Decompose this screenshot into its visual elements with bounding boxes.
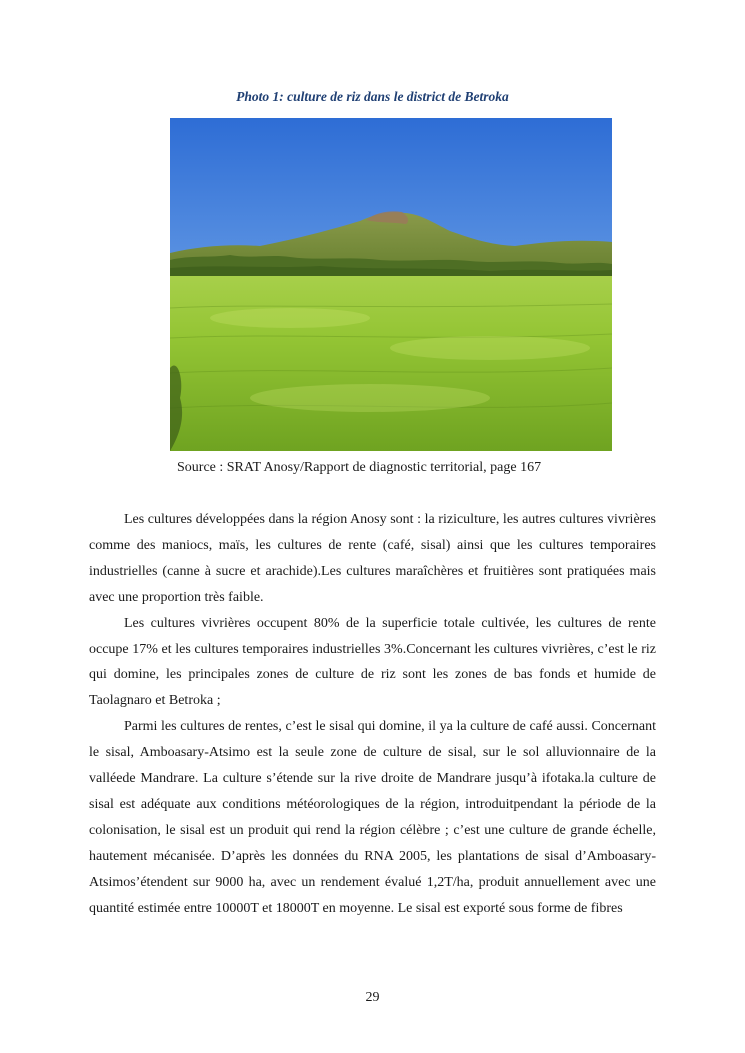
rice-field-photo [170,118,612,451]
paragraph: Parmi les cultures de rentes, c’est le sisal qui domine, il ya la culture de café aussi. Concernant le sisal, Amboasary-Atsimo est la seule zone de culture de sisal, sur le sol alluvionnaire de la valléede Mandrare. La culture s’étende sur la rive droite de Mandrare jusqu’à ifotaka.la culture de sisal est adéquate aux conditions météorologiques de la région, introduitpendant la période de la colonisation, le sisal est un produit qui rend la région célèbre ; c’est une culture de grande échelle, hautement mécanisée. D’après les données du RNA 2005, les plantations de sisal d’Amboasary-Atsimos’étendent sur 9000 ha, avec un rendement évalué 1,2T/ha, produit annuellement avec une quantité estimée entre 10000T et 18000T en moyenne. Le sisal est exporté sous forme de fibres [89,719,656,916]
rice-field [170,276,612,451]
photo-source: Source : SRAT Anosy/Rapport de diagnostic territorial, page 167 [177,460,542,475]
paragraph: Les cultures vivrières occupent 80% de la superficie totale cultivée, les cultures de rente occupe 17% et les cultures temporaires industrielles 3%.Concernant les cultures vivrières, c’est le riz qui domine, les principales zones de culture de riz sont les zones de bas fonds et humide de Taolagnaro et Betroka ; [89,615,656,709]
body-text [89,507,656,922]
page-number: 29 [365,990,380,1005]
paragraph: Les cultures développées dans la région Anosy sont : la riziculture, les autres cultures vivrières comme des maniocs, maïs, les cultures de rente (café, sisal) ainsi que les cultures temporaires industrielles (canne à sucre et arachide).Les cultures maraîchères et fruitières sont pratiquées mais avec une proportion très faible. [89,512,656,605]
photo-caption: Photo 1: culture de riz dans le district de Betroka [236,89,509,104]
